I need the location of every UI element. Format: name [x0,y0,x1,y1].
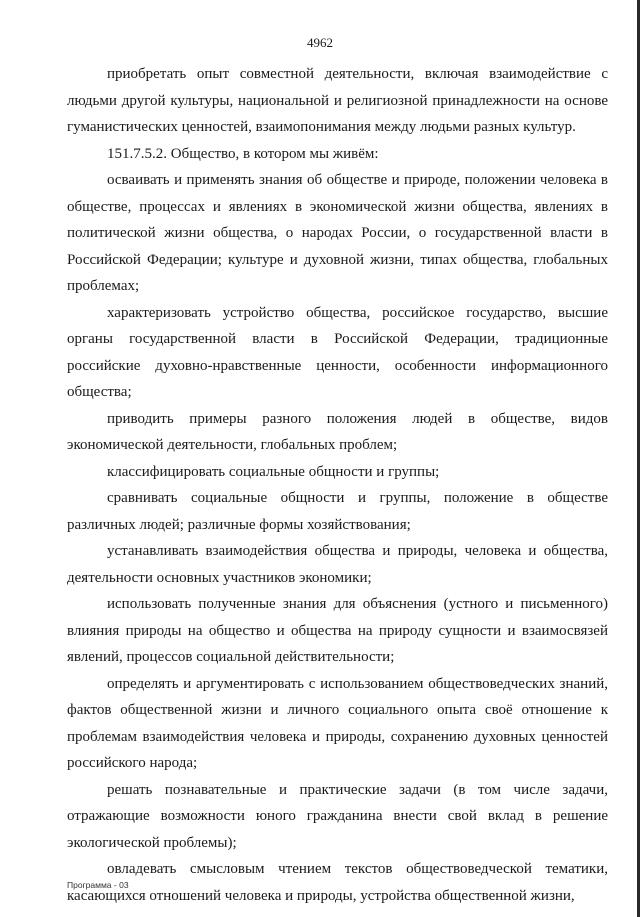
section-heading: 151.7.5.2. Общество, в котором мы живём: [107,145,379,162]
paragraph: классифицировать социальные общности и группы; [107,463,440,480]
paragraph: приводить примеры разного положения людей в обществе, видов экономической деятельности, глобальных проблем; [67,410,608,453]
paragraph: характеризовать устройство общества, российское государство, высшие органы государственной власти в Российской Федерации, традиционные российские духовно-нравственные ценности, особенности информационного общества; [67,304,608,400]
paragraph: овладевать смысловым чтением текстов обществоведческой тематики, касающихся отношений человека и природы, устройства общественной жизни, [67,861,608,904]
body-text [67,61,608,909]
paragraph: сравнивать социальные общности и группы, положение в обществе различных людей; различные формы хозяйствования; [67,490,608,533]
paragraph: решать познавательные и практические задачи (в том числе задачи, отражающие возможности юного гражданина внести свой вклад в решение экологической проблемы); [67,781,608,851]
paragraph: использовать полученные знания для объяснения (устного и письменного) влияния природы на общество и общества на природу сущности и взаимосвязей явлений, процессов социальной действительности; [67,596,608,665]
paragraph: устанавливать взаимодействия общества и природы, человека и общества, деятельности основных участников экономики; [67,543,608,586]
page-number: 4962 [307,35,333,50]
paragraph: осваивать и применять знания об обществе и природе, положении человека в обществе, процессах и явлениях в экономической жизни общества, явлениях в политической жизни общества, о народах России, о государственной власти в Российской Федерации; культуре и духовной жизни, типах общества, глобальных проблемах; [67,172,608,294]
paragraph: приобретать опыт совместной деятельности, включая взаимодействие с людьми другой культуры, национальной и религиозной принадлежности на основе гуманистических ценностей, взаимопонимания между людьми разных культур. [67,66,608,135]
page-footer: Программа - 03 [67,880,129,890]
paragraph: определять и аргументировать с использованием обществоведческих знаний, фактов общественной жизни и личного социального опыта своё отношение к проблемам взаимодействия человека и природы, сохранению духовных ценностей российского народа; [67,675,608,771]
